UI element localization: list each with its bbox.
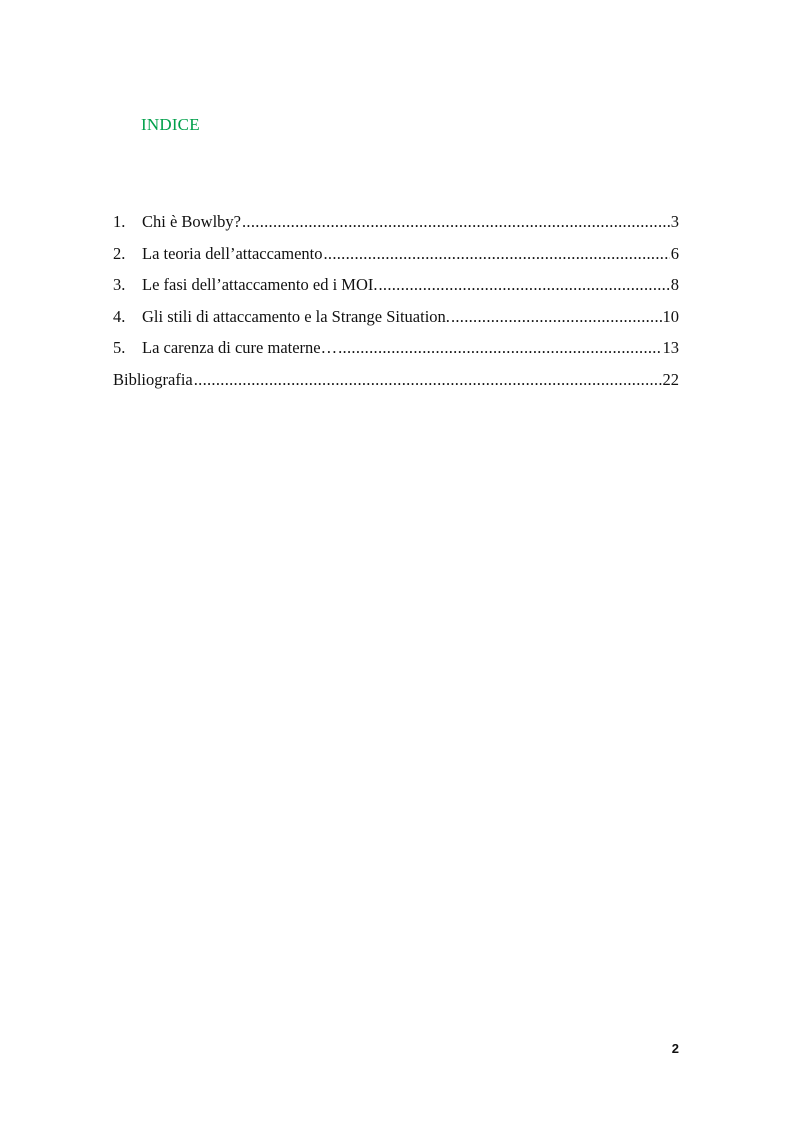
table-of-contents bbox=[113, 206, 679, 395]
toc-entry-number: 1. bbox=[113, 212, 126, 231]
toc-title: INDICE bbox=[141, 115, 200, 134]
toc-entry-page: 10 bbox=[662, 306, 679, 326]
toc-entry-3[interactable] bbox=[113, 269, 679, 301]
toc-dot-leader bbox=[378, 269, 669, 301]
toc-entry-text: Le fasi dell’attaccamento ed i MOI. bbox=[142, 275, 378, 294]
toc-entry-page: 13 bbox=[662, 338, 679, 357]
toc-entry-number: 5. bbox=[113, 338, 126, 357]
toc-entry-page: 8 bbox=[670, 275, 679, 294]
toc-entry-text: La teoria dell’attaccamento bbox=[142, 243, 323, 263]
toc-dot-leader bbox=[194, 364, 662, 396]
toc-entry-4[interactable] bbox=[113, 301, 679, 333]
toc-entry-2[interactable] bbox=[113, 238, 679, 270]
toc-entry-page: 22 bbox=[662, 369, 679, 389]
toc-dot-leader bbox=[338, 332, 661, 364]
toc-dot-leader bbox=[242, 206, 670, 238]
toc-entry-bibliografia[interactable] bbox=[113, 364, 679, 396]
toc-entry-text: Gli stili di attaccamento e la Strange Situation. bbox=[142, 306, 450, 326]
page-number: 2 bbox=[671, 1041, 679, 1056]
toc-entry-text: La carenza di cure materne… bbox=[142, 338, 338, 357]
toc-dot-leader bbox=[323, 238, 669, 270]
toc-entry-page: 3 bbox=[670, 212, 679, 231]
toc-entry-number: 2. bbox=[113, 243, 126, 263]
toc-entry-text: Bibliografia bbox=[113, 369, 193, 389]
toc-entry-number: 3. bbox=[113, 275, 126, 294]
toc-entry-5[interactable] bbox=[113, 332, 679, 364]
toc-entry-number: 4. bbox=[113, 306, 126, 326]
toc-dot-leader bbox=[451, 301, 662, 333]
toc-entry-text: Chi è Bowlby? bbox=[142, 212, 241, 231]
toc-entry-1[interactable] bbox=[113, 206, 679, 238]
toc-entry-page: 6 bbox=[670, 243, 679, 263]
